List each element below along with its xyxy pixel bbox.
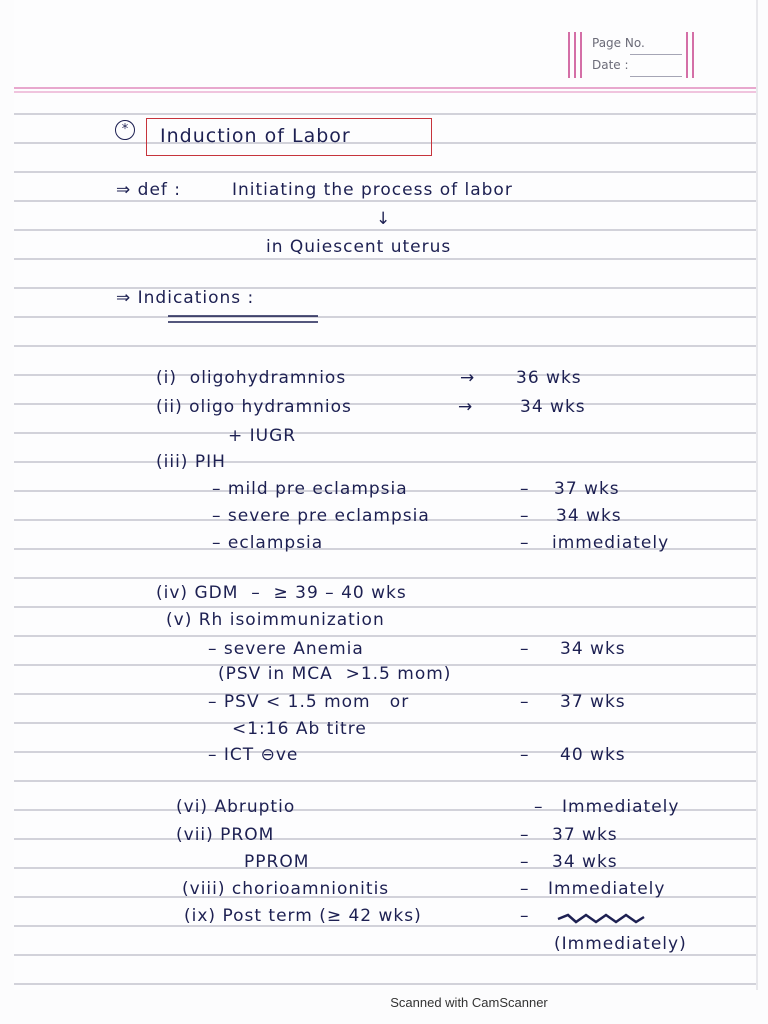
date-label: Date : bbox=[592, 58, 629, 72]
indication-text: + IUGR bbox=[228, 426, 297, 446]
indication-text: (vii) PROM bbox=[176, 825, 275, 845]
indication-text: (i) oligohydramnios bbox=[156, 368, 347, 388]
indication-text: (iv) GDM – ≥ 39 – 40 wks bbox=[156, 583, 407, 603]
indication-text: (vi) Abruptio bbox=[176, 797, 296, 817]
dash-separator: – bbox=[520, 879, 530, 899]
indication-timing: (Immediately) bbox=[554, 934, 687, 954]
indication-text: – severe Anemia bbox=[208, 639, 364, 659]
indication-timing: 34 wks bbox=[556, 506, 622, 526]
page-box-rule bbox=[686, 32, 688, 78]
indication-text: – ICT ⊖ve bbox=[208, 745, 299, 765]
indication-timing: Immediately bbox=[562, 797, 680, 817]
page-box-rule bbox=[692, 32, 694, 78]
indication-text: (iii) PIH bbox=[156, 452, 226, 472]
scribble-mark bbox=[556, 912, 646, 926]
right-arrow-icon: → bbox=[460, 368, 476, 388]
indication-timing: 34 wks bbox=[560, 639, 626, 659]
star-marker-icon: * bbox=[115, 120, 135, 140]
indication-timing: 37 wks bbox=[560, 692, 626, 712]
indication-timing: 34 wks bbox=[552, 852, 618, 872]
scanner-footer bbox=[0, 995, 768, 1010]
right-arrow-icon: → bbox=[458, 397, 474, 417]
page-title: Induction of Labor bbox=[160, 125, 351, 147]
indication-text: (ix) Post term (≥ 42 wks) bbox=[184, 906, 422, 926]
definition-prefix: ⇒ def : bbox=[116, 180, 182, 200]
dash-separator: – bbox=[520, 533, 530, 553]
indication-timing: immediately bbox=[552, 533, 670, 553]
indication-timing: 34 wks bbox=[520, 397, 586, 417]
page-no-label: Page No. bbox=[592, 36, 645, 50]
definition-line-1: Initiating the process of labor bbox=[232, 180, 513, 200]
indication-timing: 36 wks bbox=[516, 368, 582, 388]
indication-timing: 37 wks bbox=[554, 479, 620, 499]
indication-text: – severe pre eclampsia bbox=[212, 506, 430, 526]
indication-text: – mild pre eclampsia bbox=[212, 479, 408, 499]
dash-separator: – bbox=[520, 506, 530, 526]
page-box-rule bbox=[574, 32, 576, 78]
indication-text: – eclampsia bbox=[212, 533, 324, 553]
indication-timing: Immediately bbox=[548, 879, 666, 899]
dash-separator: – bbox=[520, 692, 530, 712]
dash-separator: – bbox=[520, 852, 530, 872]
dash-separator: – bbox=[520, 479, 530, 499]
dash-separator: – bbox=[520, 906, 530, 926]
heading-double-underline bbox=[168, 314, 328, 324]
definition-line-2: in Quiescent uterus bbox=[266, 237, 452, 257]
dash-separator: – bbox=[520, 745, 530, 765]
page-date-box bbox=[568, 30, 698, 82]
footer-text: Scanned with CamScanner bbox=[390, 995, 548, 1010]
dash-separator: – bbox=[520, 825, 530, 845]
indications-heading: ⇒ Indications : bbox=[116, 288, 255, 308]
dash-separator: – bbox=[520, 639, 530, 659]
indication-text: (v) Rh isoimmunization bbox=[166, 610, 385, 630]
indication-text: <1:16 Ab titre bbox=[232, 719, 367, 739]
indication-timing: 40 wks bbox=[560, 745, 626, 765]
date-underline bbox=[630, 76, 682, 77]
dash-separator: – bbox=[534, 797, 544, 817]
page-no-underline bbox=[630, 54, 682, 55]
indication-text: (PSV in MCA >1.5 mom) bbox=[218, 664, 452, 684]
page-box-rule bbox=[580, 32, 582, 78]
down-arrow-icon: ↓ bbox=[376, 209, 392, 229]
indication-timing: 37 wks bbox=[552, 825, 618, 845]
page-box-rule bbox=[568, 32, 570, 78]
indication-text: PPROM bbox=[244, 852, 310, 872]
indication-text: – PSV < 1.5 mom or bbox=[208, 692, 410, 712]
indication-text: (ii) oligo hydramnios bbox=[156, 397, 352, 417]
indication-text: (viii) chorioamnionitis bbox=[182, 879, 390, 899]
